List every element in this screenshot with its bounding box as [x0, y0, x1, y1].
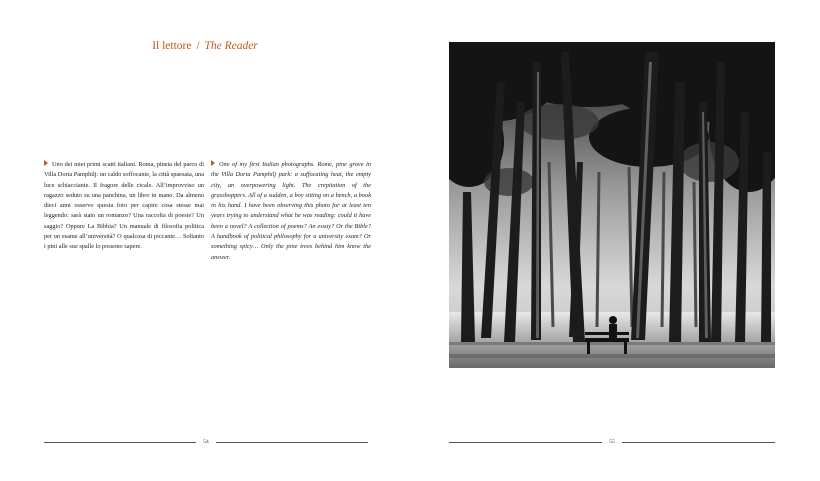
- italian-paragraph: Uno dei miei primi scatti italiani. Roma, pineta del parco di Villa Doria Pamphilj: un caldo soffocante, la città spaesata, una luce schiacciante. Il fragore delle cicale. All’improvviso un ragazzo seduto su una panchina, un libro in mano. Da almeno dieci anni osservo questa foto per capire cosa stesse mai leggendo: sarà stato un romanzo? Una raccolta di poesie? Un saggio? Oppure La Bibbia? Un manuale di filosofia politica per un esame all’università? O qualcosa di piccante… Soltanto i pini alle sue spalle lo possono sapere.: [44, 161, 204, 251]
- footer-rule-left: [44, 442, 196, 443]
- page-title: [0, 40, 410, 52]
- paragraph-marker-icon: [44, 160, 48, 166]
- title-separator: /: [196, 40, 200, 52]
- right-page-footer: [449, 438, 775, 446]
- footer-rule-left: [449, 442, 602, 443]
- title-english: The Reader: [204, 40, 258, 52]
- page-number-right: 55: [609, 439, 615, 445]
- paragraph-marker-icon: [211, 160, 215, 166]
- footer-rule-right: [622, 442, 775, 443]
- italian-text-column: [44, 160, 204, 253]
- title-italian: Il lettore: [152, 40, 192, 52]
- page-number-left: 54: [203, 439, 209, 445]
- photo-illustration: [449, 42, 775, 368]
- pine-grove-photograph: [449, 42, 775, 368]
- left-page-footer: [44, 438, 368, 446]
- footer-rule-right: [216, 442, 368, 443]
- english-text-column: [211, 160, 371, 263]
- english-paragraph: One of my first Italian photographs. Rome, pine grove in the Villa Doria Pamphilj park: a suffocating heat, the empty city, an overpowering light. The crepitation of the grasshoppers. All of a sudden, a boy sitting on a bench, a book in his hand. I have been observing this photo for at least ten years trying to understand what he was reading: could it have been a novel? A collection of poems? An essay? Or the Bible? A handbook of political philosophy for a university exam? Or something spicy… Only the pine trees behind him know the answer.: [211, 161, 371, 261]
